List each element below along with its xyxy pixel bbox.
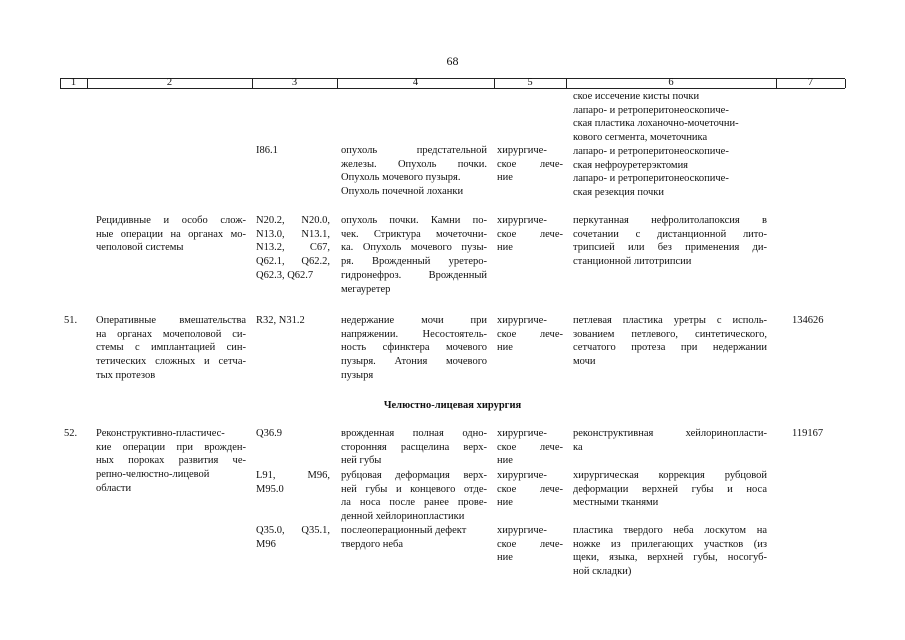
text-line: чеполовой системы xyxy=(96,242,184,254)
text-line: ней губы xyxy=(341,455,382,467)
treatment-method-cell xyxy=(573,524,767,579)
icd-code-cell xyxy=(256,469,330,496)
text-line: хирургиче- xyxy=(497,315,547,326)
text-line: ные операции на органах мо- xyxy=(96,228,246,240)
text-line: сочетании с дистанционной лито- xyxy=(573,228,767,240)
icd-code-cell xyxy=(256,427,334,441)
header-divider xyxy=(845,79,846,88)
text-line: ней губы и концевого отде- xyxy=(341,483,487,495)
text-line: сторонняя расщелина верх- xyxy=(341,441,487,453)
text-line: N13.2, C67, xyxy=(256,242,330,254)
text-line: гидронефроз. Врожденный xyxy=(341,269,487,281)
text-line: ка. Опухоль мочевого пузы- xyxy=(341,242,487,254)
row-number: 52. xyxy=(64,428,78,439)
cost-value: 134626 xyxy=(792,315,824,326)
text-line: трипсией или без применения ди- xyxy=(573,242,767,254)
text-line: хирургиче- xyxy=(497,470,547,481)
text-line: области xyxy=(96,482,132,494)
text-line: Q36.9 xyxy=(256,428,282,439)
text-line: ская пластика лоханочно-мочеточни- xyxy=(573,118,739,130)
text-line: ных пороках развития че- xyxy=(96,455,246,467)
text-line: N13.0, N13.1, xyxy=(256,228,330,240)
text-line: на органах мочеполовой си- xyxy=(96,328,246,340)
column-header-7: 7 xyxy=(807,77,814,88)
text-line: тетических сложных и сетча- xyxy=(96,356,246,368)
text-line: кие операции при врожден- xyxy=(96,441,246,453)
text-line: лапаро- и ретроперитонеоскопиче- xyxy=(573,145,729,157)
text-line: лапаро- и ретроперитонеоскопиче- xyxy=(573,104,729,116)
text-line: мегауретер xyxy=(341,283,391,295)
text-line: репно-челюстно-лицевой xyxy=(96,469,210,481)
text-line: ское лече- xyxy=(497,158,563,170)
treatment-method-cell xyxy=(573,314,767,369)
text-line: ка xyxy=(573,441,583,453)
treatment-kind-cell xyxy=(497,144,563,185)
treatment-method-cell xyxy=(573,469,767,510)
text-line: сетчатого протеза при недержании xyxy=(573,342,767,354)
text-line: ря. Врожденный уретеро- xyxy=(341,256,487,268)
text-line: станционной литотрипсии xyxy=(573,256,692,268)
cost-value: 119167 xyxy=(792,428,824,439)
text-line: опухоль почки. Камни по- xyxy=(341,215,487,226)
text-line: чек. Стриктура мочеточни- xyxy=(341,228,487,240)
text-line: петлевая пластика уретры с исполь- xyxy=(573,315,767,326)
treatment-kind-cell xyxy=(497,314,563,355)
text-line: реконструктивная хейлоринопласти- xyxy=(573,428,767,439)
text-line: Рецидивные и особо слож- xyxy=(96,215,246,226)
text-line: ское лече- xyxy=(497,328,563,340)
patient-model-cell xyxy=(341,427,487,468)
column-header-6: 6 xyxy=(668,77,674,88)
treatment-kind-cell xyxy=(497,469,563,510)
column-header-1: 1 xyxy=(70,77,77,88)
text-line: послеоперационный дефект xyxy=(341,525,467,536)
text-line: R32, N31.2 xyxy=(256,315,305,326)
text-line: ность сфинктера мочевого xyxy=(341,342,487,354)
text-line: ское лече- xyxy=(497,228,563,240)
text-line: ние xyxy=(497,455,513,467)
text-line: ское лече- xyxy=(497,538,563,550)
text-line: ское лече- xyxy=(497,441,563,453)
text-line: I86.1 xyxy=(256,145,278,156)
text-line: кового сегмента, мочеточника xyxy=(573,132,708,144)
text-line: железы. Опухоль почки. xyxy=(341,158,487,170)
text-line: Опухоль мочевого пузыря. xyxy=(341,172,461,184)
icd-code-cell xyxy=(256,314,334,328)
text-line: денной хейлоринопластики xyxy=(341,511,465,523)
text-line: ское иссечение кисты почки xyxy=(573,91,700,102)
text-line: Q62.1, Q62.2, xyxy=(256,256,330,268)
column-header-5: 5 xyxy=(527,77,533,88)
text-line: Q62.3, Q62.7 xyxy=(256,269,314,281)
treatment-kind-cell xyxy=(497,214,563,255)
text-line: врожденная полная одно- xyxy=(341,428,487,439)
text-line: деформации верхней губы и носа xyxy=(573,483,767,495)
text-line: пузыря. Атония мочевого xyxy=(341,356,487,368)
text-line: пузыря xyxy=(341,369,374,381)
text-line: пластика твердого неба лоскутом на xyxy=(573,525,767,536)
treatment-kind-cell xyxy=(497,427,563,468)
patient-model-cell xyxy=(341,214,487,296)
icd-code-cell xyxy=(256,214,330,283)
text-line: хирургическая коррекция рубцовой xyxy=(573,470,767,481)
text-line: ская резекция почки xyxy=(573,186,664,198)
text-line: Опухоль почечной лоханки xyxy=(341,186,464,198)
text-line: ной складки) xyxy=(573,566,632,578)
text-line: стемы с имплантацией син- xyxy=(96,342,246,354)
text-line: зованием петлевого, синтетического, xyxy=(573,328,767,340)
text-line: Оперативные вмешательства xyxy=(96,315,246,326)
patient-model-cell xyxy=(341,314,487,383)
continued-method-cell xyxy=(573,90,768,200)
column-header-3: 3 xyxy=(291,77,298,88)
text-line: хирургиче- xyxy=(497,525,547,536)
text-line: ское лече- xyxy=(497,483,563,495)
text-line: L91, M96, xyxy=(256,470,330,481)
row-number: 51. xyxy=(64,315,78,326)
text-line: хирургиче- xyxy=(497,215,547,226)
text-line: рубцовая деформация верх- xyxy=(341,470,487,481)
text-line: хирургиче- xyxy=(497,428,547,439)
page-number: 68 xyxy=(446,54,459,68)
text-line: ние xyxy=(497,497,513,509)
section-heading: Челюстно-лицевая хирургия xyxy=(383,400,522,411)
treatment-method-cell xyxy=(573,427,767,454)
column-header-2: 2 xyxy=(166,77,173,88)
treatment-kind-cell xyxy=(497,524,563,565)
intervention-name-cell xyxy=(96,314,246,383)
text-line: напряжении. Несостоятель- xyxy=(341,328,487,340)
patient-model-cell xyxy=(341,469,487,524)
text-line: M95.0 xyxy=(256,483,284,495)
text-line: M96 xyxy=(256,538,276,550)
icd-code-cell xyxy=(256,524,330,551)
text-line: местными тканями xyxy=(573,497,659,509)
intervention-name-cell xyxy=(96,214,246,255)
text-line: N20.2, N20.0, xyxy=(256,215,330,226)
text-line: Реконструктивно-пластичес- xyxy=(96,428,225,439)
text-line: ние xyxy=(497,242,513,254)
text-line: ние xyxy=(497,172,513,184)
text-line: ножке из прилегающих участков (из xyxy=(573,538,767,550)
text-line: ние xyxy=(497,552,513,564)
text-line: тых протезов xyxy=(96,369,156,381)
text-line: Q35.0, Q35.1, xyxy=(256,525,330,536)
intervention-name-cell xyxy=(96,427,246,496)
column-header-4: 4 xyxy=(412,77,419,88)
text-line: опухоль предстательной xyxy=(341,145,487,156)
patient-model-cell xyxy=(341,524,487,551)
text-line: щеки, языка, верхней губы, носогуб- xyxy=(573,552,767,564)
text-line: перкутанная нефролитолапоксия в xyxy=(573,215,767,226)
patient-model-cell xyxy=(341,144,487,199)
text-line: хирургиче- xyxy=(497,145,547,156)
icd-code-cell xyxy=(256,144,334,158)
text-line: недержание мочи при xyxy=(341,315,487,326)
text-line: твердого неба xyxy=(341,538,404,550)
text-line: лапаро- и ретроперитонеоскопиче- xyxy=(573,173,729,185)
text-line: ние xyxy=(497,342,513,354)
text-line: ская нефроуретерэктомия xyxy=(573,159,689,171)
treatment-method-cell xyxy=(573,214,767,269)
text-line: ла носа после ранее прове- xyxy=(341,497,487,509)
text-line: мочи xyxy=(573,356,596,368)
